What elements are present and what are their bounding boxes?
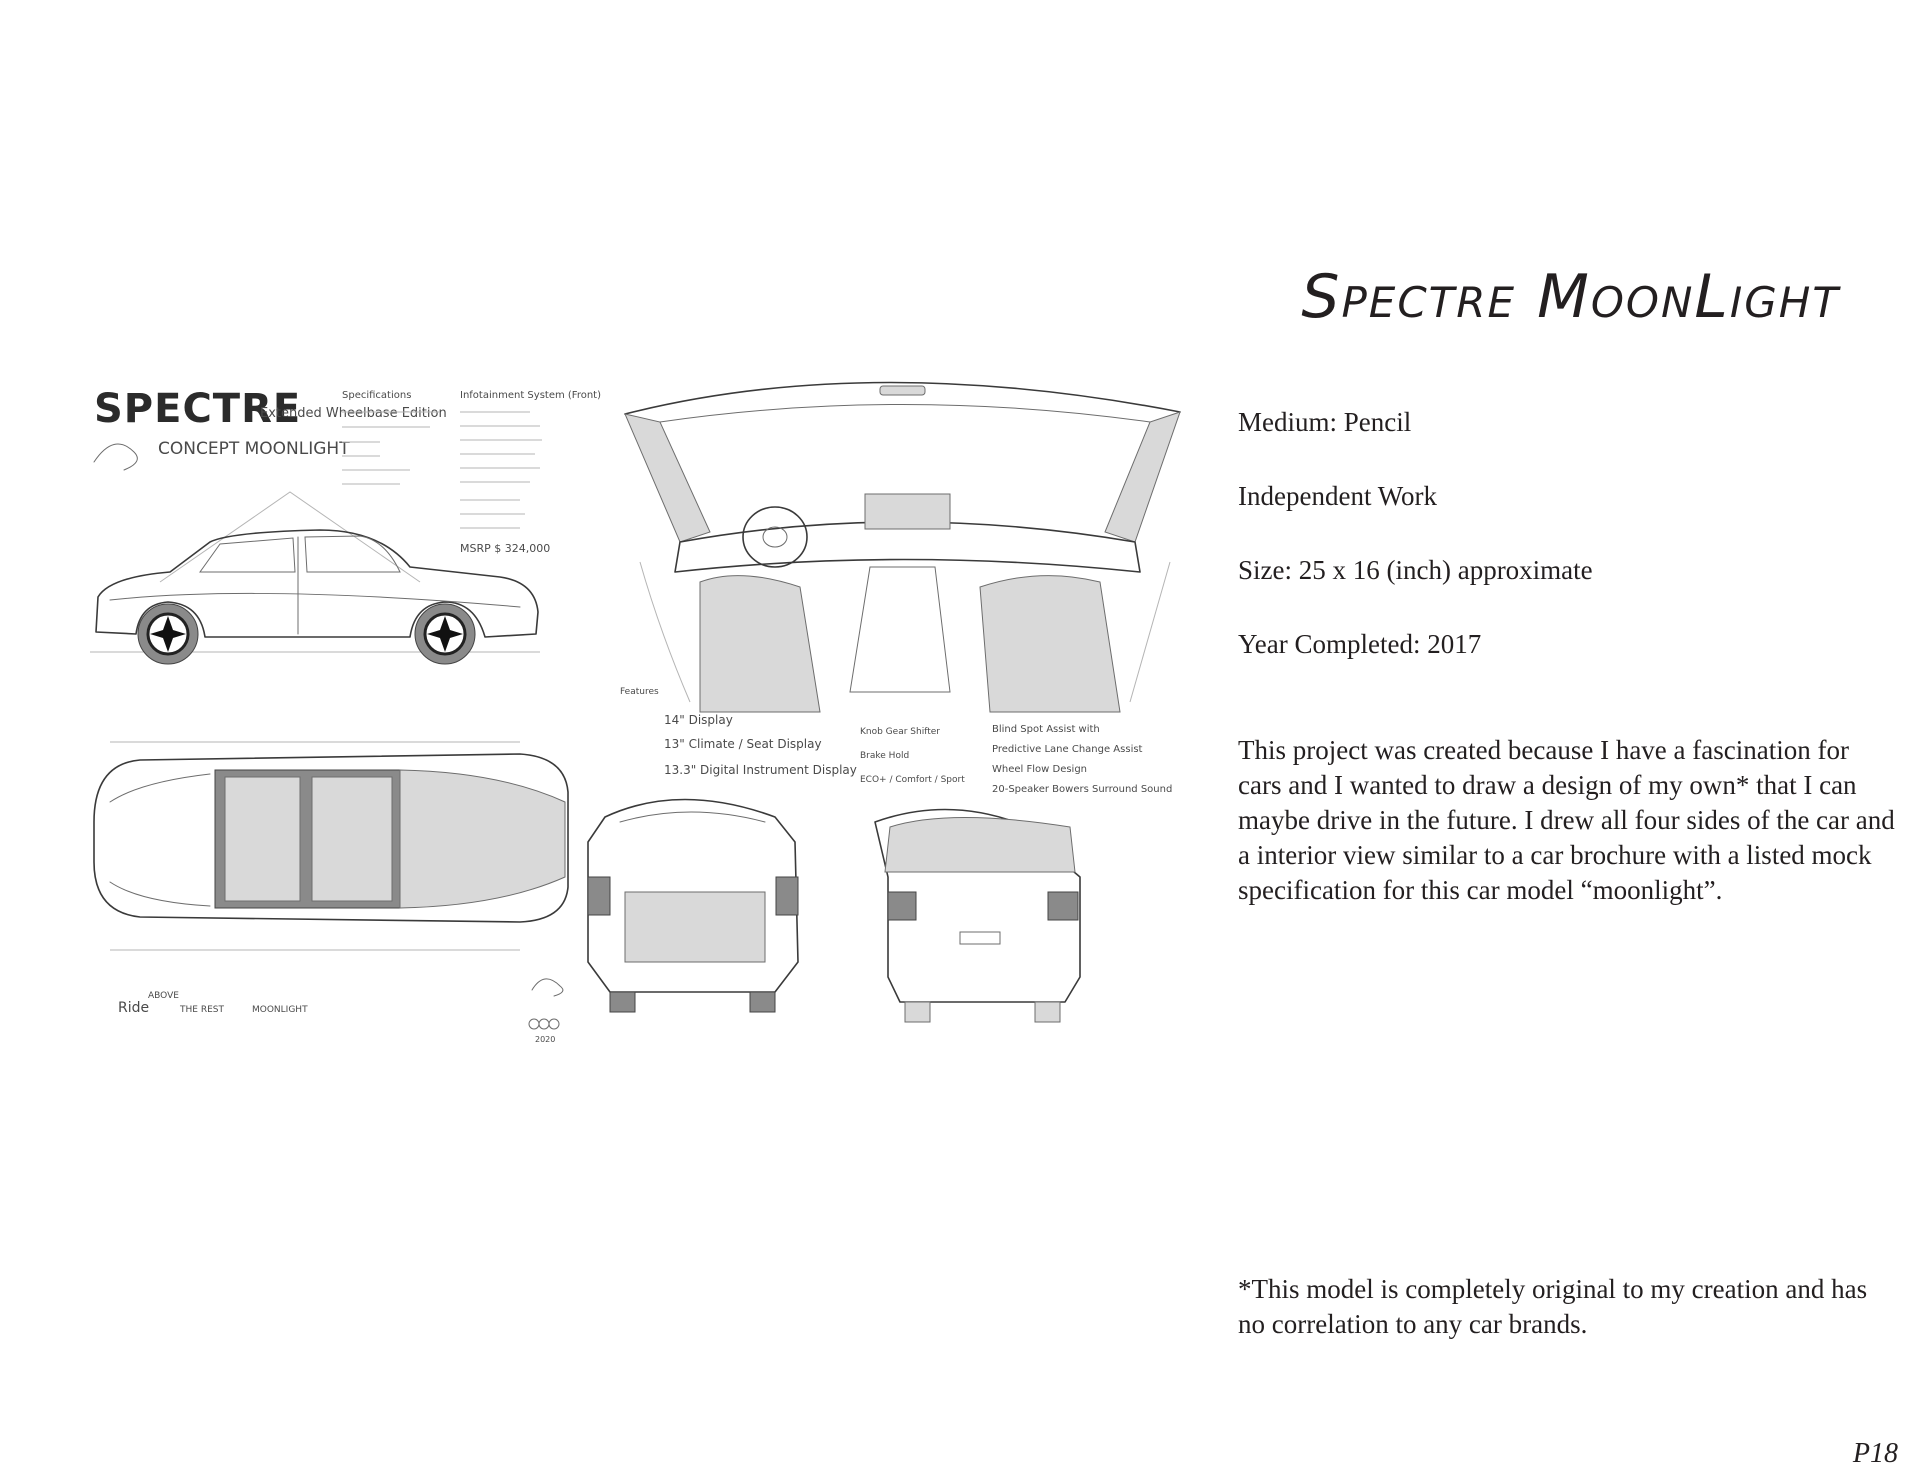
front-windshield <box>885 818 1075 873</box>
feature-mid-1: Knob Gear Shifter <box>860 727 940 737</box>
steering-wheel <box>743 507 807 567</box>
feature-left-3: 13.3" Digital Instrument Display <box>664 763 857 777</box>
front-view-panel <box>875 810 1080 1023</box>
feature-right-3: Wheel Flow Design <box>992 764 1088 775</box>
page-title: Spectre MoonLight <box>1301 262 1840 332</box>
spectre-logo-text: SPECTRE <box>94 386 302 432</box>
rear-light-right <box>776 877 798 915</box>
feature-left-1: 14" Display <box>664 713 733 727</box>
year-mark: 2020 <box>535 1035 556 1044</box>
artwork-details <box>1238 405 1898 935</box>
side-wheel-rear <box>415 604 475 664</box>
infotainment-heading: Infotainment System (Front) <box>460 390 601 401</box>
rear-light-left <box>588 877 610 915</box>
page-number: P18 <box>1852 1438 1898 1469</box>
feature-mid-2: Brake Hold <box>860 751 910 761</box>
year-text: Year Completed: 2017 <box>1238 629 1482 659</box>
slogan-rest: THE REST <box>180 1005 224 1015</box>
passenger-seat <box>980 576 1120 712</box>
plate-outline <box>960 932 1000 944</box>
center-console <box>850 567 950 692</box>
size-text: Size: 25 x 16 (inch) approximate <box>1238 555 1593 585</box>
top-view-panel <box>94 742 568 950</box>
rearview-mirror <box>880 386 925 395</box>
car-sketch-collage <box>80 372 1190 1052</box>
msrp-text: MSRP $ 324,000 <box>460 542 551 555</box>
footnote-text: *This model is completely original to my creation and has no correlation to any car brands. <box>1238 1274 1868 1339</box>
rings-mark <box>529 1019 559 1029</box>
medium-text: Medium: Pencil <box>1238 407 1412 437</box>
rear-trunk-panel <box>625 892 765 962</box>
feature-right-4: 20-Speaker Bowers Surround Sound <box>992 784 1173 795</box>
feature-mid-3: ECO+ / Comfort / Sport <box>860 775 965 785</box>
interior-view-panel <box>625 382 1180 712</box>
specs-lines <box>342 412 440 484</box>
driver-seat <box>700 576 820 712</box>
a-pillar-right <box>1105 412 1180 542</box>
signature-mark <box>532 979 563 996</box>
script-logo-mark <box>94 444 137 470</box>
side-view-panel <box>90 386 601 664</box>
slogan-above: ABOVE <box>148 991 179 1001</box>
side-wheel-front <box>138 604 198 664</box>
edition-text: Extended Wheelbase Edition <box>260 406 447 421</box>
top-hood <box>400 770 565 908</box>
front-light-left <box>888 892 916 920</box>
feature-right-2: Predictive Lane Change Assist <box>992 744 1143 755</box>
features-heading: Features <box>620 687 659 697</box>
feature-left-2: 13" Climate / Seat Display <box>664 737 822 751</box>
slogan-block <box>118 979 563 1044</box>
a-pillar-left <box>625 414 710 542</box>
signature-caption: MOONLIGHT <box>252 1005 308 1015</box>
center-display <box>865 494 950 529</box>
feature-right-1: Blind Spot Assist with <box>992 724 1100 735</box>
concept-text: CONCEPT MOONLIGHT <box>158 439 350 459</box>
infotainment-lines <box>460 412 542 528</box>
front-light-right <box>1048 892 1078 920</box>
work-type-text: Independent Work <box>1238 481 1438 511</box>
slogan-ride: Ride <box>118 1000 150 1016</box>
specs-heading: Specifications <box>342 390 412 401</box>
rear-view-panel <box>588 800 798 1013</box>
description-text: This project was created because I have a fascination for cars and I wanted to draw a design of my own* that I can maybe drive in the future. I drew all four sides of the car and a interior view similar to a car brochure with a listed mock specification for this car model “moonlight”. <box>1238 735 1895 905</box>
